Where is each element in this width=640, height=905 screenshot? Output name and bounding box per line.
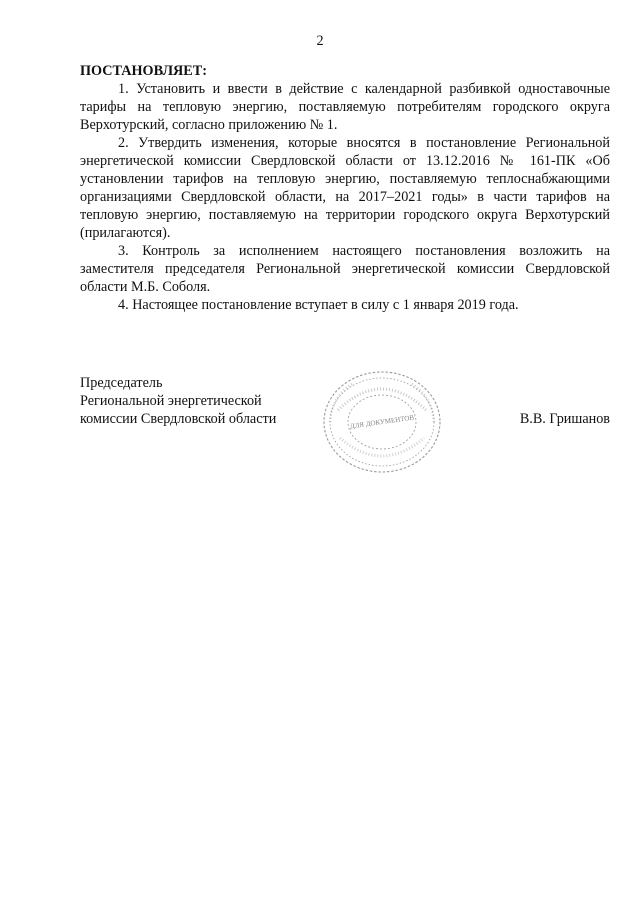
signer-title bbox=[80, 374, 276, 428]
document-body bbox=[80, 62, 610, 314]
resolution-heading: ПОСТАНОВЛЯЕТ: bbox=[80, 63, 207, 79]
clause-2: 2. Утвердить изменения, которые вносятся в постановление Региональной энергетической комиссии Свердловской области от 13.12.2016 № 161-ПК «Об установлении тарифов на тепловую энергию, поставляемую теплоснабжающими организациями Свердловской области, на 2017–2021 годы» в части тарифов на тепловую энергию, поставляемую на территории городского округа Верхотурский (прилагаются). bbox=[80, 135, 610, 241]
clause-1: 1. Установить и ввести в действие с календарной разбивкой одноставочные тарифы на тепловую энергию, поставляемую потребителям городского округа Верхотурский, согласно приложению № 1. bbox=[80, 81, 610, 133]
signature-block bbox=[80, 374, 610, 484]
clause-4: 4. Настоящее постановление вступает в силу с 1 января 2019 года. bbox=[118, 297, 519, 313]
page-number: 2 bbox=[316, 33, 324, 49]
signer-name: В.В. Гришанов bbox=[519, 411, 610, 427]
signer-title-line: комиссии Свердловской области bbox=[80, 411, 277, 427]
clause-3: 3. Контроль за исполнением настоящего постановления возложить на заместителя председателя Региональной энергетической комиссии Свердловской области М.Б. Соболя. bbox=[80, 243, 610, 295]
official-seal-stamp bbox=[316, 366, 448, 478]
signer-title-line: Региональной энергетической bbox=[80, 393, 262, 409]
seal-text: ДЛЯ ДОКУМЕНТОВ bbox=[349, 413, 415, 431]
signer-title-line: Председатель bbox=[80, 375, 163, 391]
